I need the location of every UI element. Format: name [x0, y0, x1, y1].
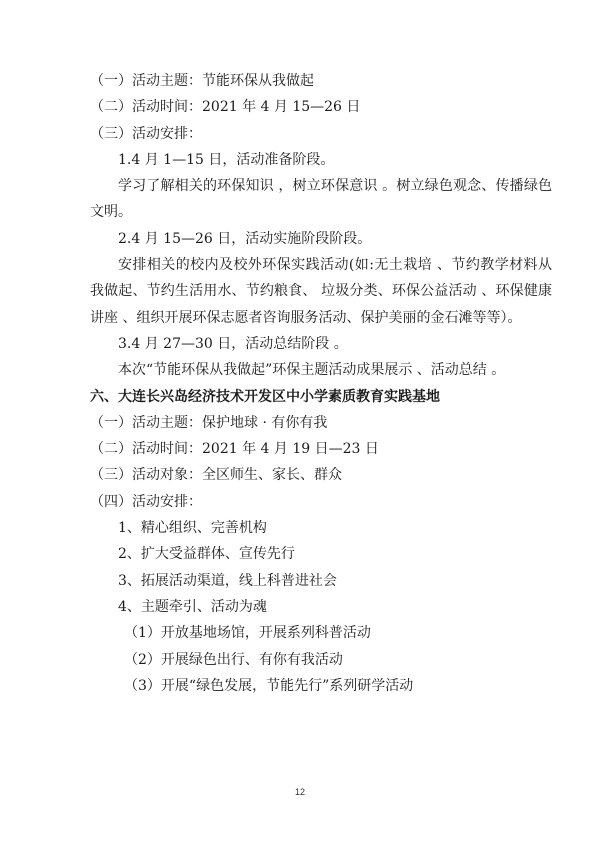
section5-arrangement: （三）活动安排： — [90, 125, 202, 142]
section6-audience: （三）活动对象：全区师生、家长、群众 — [90, 467, 342, 484]
list-item: 2、扩大受益群体、宣传先行 — [118, 546, 295, 563]
sub-list-item: （1）开放基地场馆，开展系列科普活动 — [124, 625, 371, 642]
list-item: 4、主题牵引、活动为魂 — [118, 598, 267, 615]
stage1-title: 1.4 月 1—15 日，活动准备阶段。 — [118, 151, 335, 168]
list-item: 3、拓展活动渠道，线上科普进社会 — [118, 572, 337, 589]
page-number: 12 — [294, 787, 305, 797]
section6-heading: 六、大连长兴岛经济技术开发区中小学素质教育实践基地 — [90, 388, 440, 405]
section5-theme: （一）活动主题：节能环保从我做起 — [90, 73, 314, 89]
stage3-text: 本次“节能环保从我做起”环保主题活动成果展示 、活动总结 。 — [118, 362, 506, 379]
stage1-text: 学习了解相关的环保知识 ，树立环保意识 。树立绿色观念、传播绿色文明。 — [90, 178, 552, 221]
stage3-title: 3.4 月 27—30 日，活动总结阶段 。 — [118, 335, 348, 352]
list-item: 1、精心组织、完善机构 — [118, 520, 267, 537]
sub-list-item: （2）开展绿色出行、有你有我活动 — [124, 651, 343, 668]
section6-time: （二）活动时间：2021 年 4 月 19 日—23 日 — [90, 441, 379, 458]
stage2-title: 2.4 月 15—26 日，活动实施阶段阶段。 — [118, 230, 372, 247]
section6-theme: （一）活动主题：保护地球 · 有你有我 — [90, 414, 328, 431]
section6-arrangement: （四）活动安排： — [90, 493, 202, 510]
stage2-text: 安排相关的校内及校外环保实践活动(如:无土栽培 、节约教学材料从我做起、节约生活用水、节约粮食、 垃圾分类、环保公益活动 、环保健康讲座 、组织开展环保志愿者咨询服务活动、保护美丽的金石滩等等）。 — [90, 257, 552, 326]
page-content — [90, 68, 552, 699]
section5-time: （二）活动时间：2021 年 4 月 15—26 日 — [90, 99, 361, 116]
sub-list-item: （3）开展“绿色发展，节能先行”系列研学活动 — [124, 677, 414, 694]
